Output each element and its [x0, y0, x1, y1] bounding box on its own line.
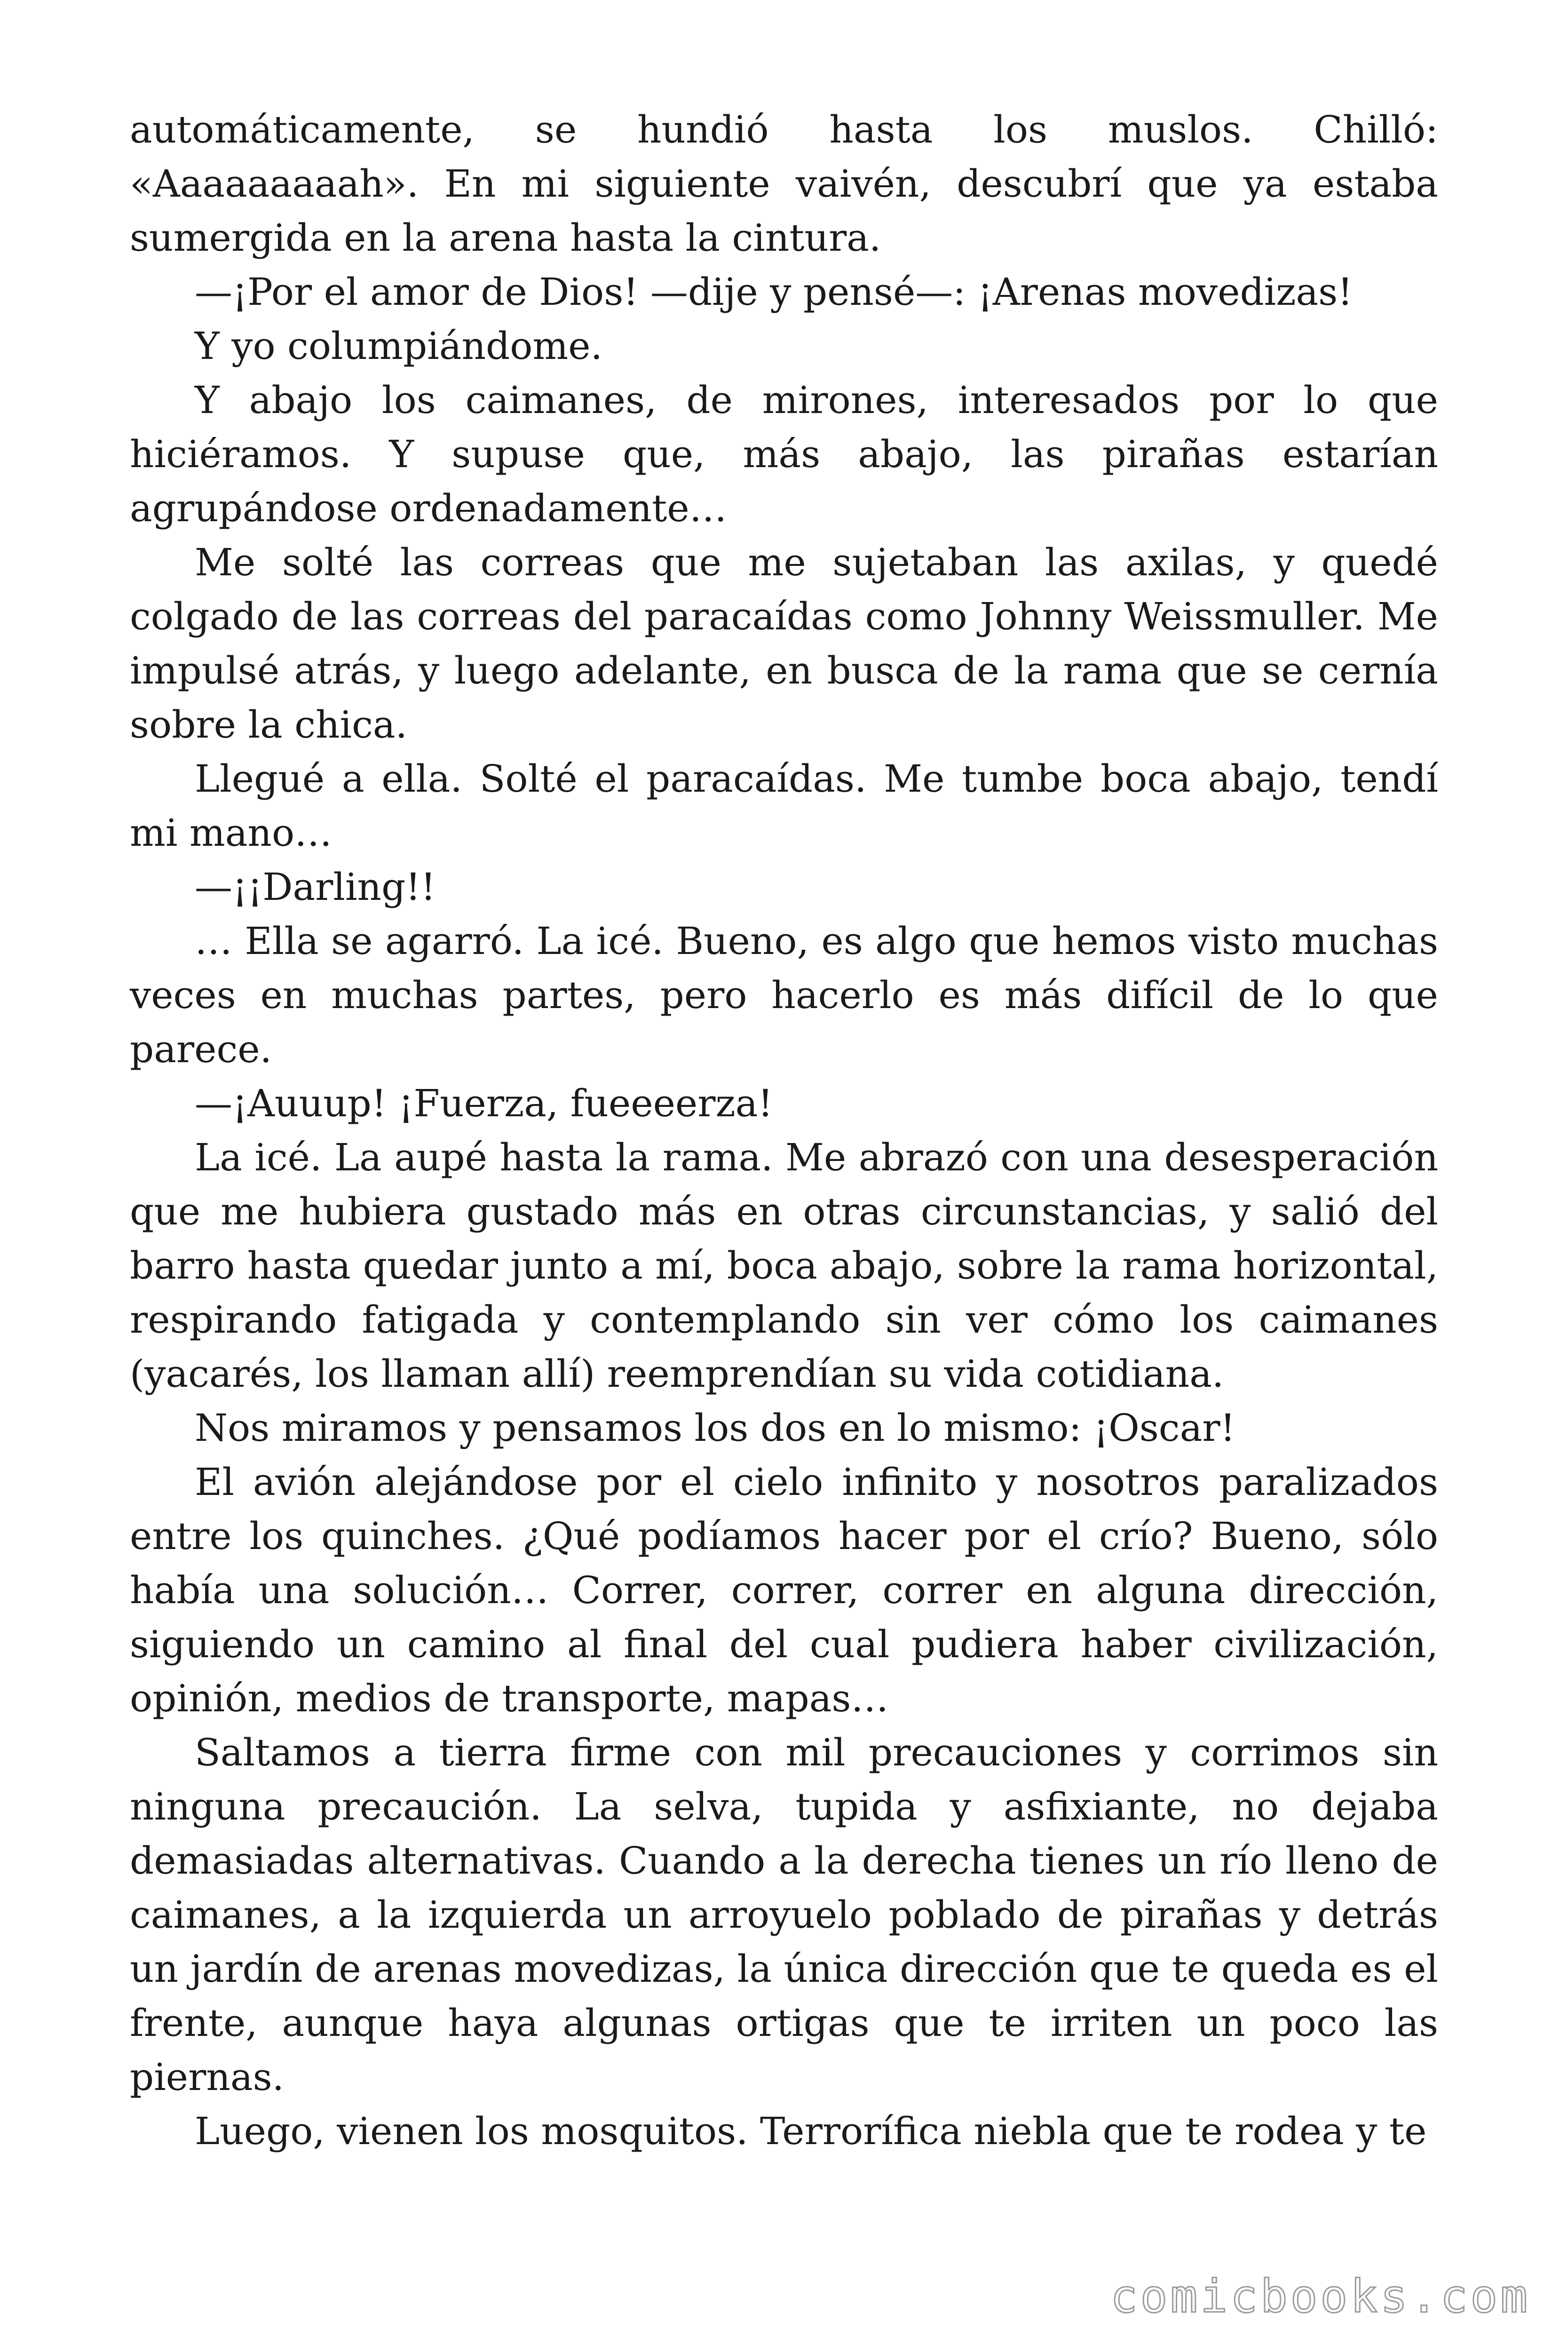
paragraph: Nos miramos y pensamos los dos en lo mismo: ¡Oscar!	[195, 1406, 1235, 1450]
dialogue-paragraph: —¡Auuup! ¡Fuerza, fueeeerza!	[195, 1081, 773, 1125]
watermark-text: comicbooks.com	[1110, 2270, 1530, 2323]
paragraph-continuation: automáticamente, se hundió hasta los muslos. Chilló: «Aaaaaaaaah». En mi siguiente vaivén, descubrí que ya estaba sumergida en la arena hasta la cintura.	[130, 108, 1438, 260]
paragraph: Saltamos a tierra firme con mil precauciones y corrimos sin ninguna precaución. La selva, tupida y asfixiante, no dejaba demasiadas alternativas. Cuando a la derecha tienes un río lleno de caimanes, a la izquierda un arroyuelo poblado de pirañas y detrás un jardín de arenas movedizas, la única dirección que te queda es el frente, aunque haya algunas ortigas que te irriten un poco las piernas.	[130, 1731, 1438, 2099]
paragraph: … Ella se agarró. La icé. Bueno, es algo que hemos visto muchas veces en muchas partes, pero hacerlo es más difícil de lo que parece.	[130, 919, 1438, 1071]
paragraph: Y yo columpiándome.	[195, 324, 602, 368]
dialogue-paragraph: —¡Por el amor de Dios! —dije y pensé—: ¡Arenas movedizas!	[195, 270, 1353, 314]
dialogue-paragraph: —¡¡Darling!!	[195, 865, 436, 909]
paragraph: La icé. La aupé hasta la rama. Me abrazó con una desesperación que me hubiera gustado más en otras circunstancias, y salió del barro hasta quedar junto a mí, boca abajo, sobre la rama horizontal, respirando fatigada y contemplando sin ver cómo los caimanes (yacarés, los llaman allí) reemprendían su vida cotidiana.	[130, 1136, 1438, 1396]
paragraph-last: Luego, vienen los mosquitos. Terrorífica niebla que te rodea y te	[195, 2109, 1427, 2153]
paragraph: Me solté las correas que me sujetaban las axilas, y quedé colgado de las correas del paracaídas como Johnny Weissmuller. Me impulsé atrás, y luego adelante, en busca de la rama que se cernía sobre la chica.	[130, 540, 1438, 747]
paragraph: Y abajo los caimanes, de mirones, interesados por lo que hiciéramos. Y supuse que, más abajo, las pirañas estarían agrupándose ordenadamente…	[130, 378, 1438, 530]
paragraph: Llegué a ella. Solté el paracaídas. Me tumbe boca abajo, tendí mi mano…	[130, 757, 1438, 855]
body-text	[130, 103, 1438, 2158]
paragraph: El avión alejándose por el cielo infinito y nosotros paralizados entre los quinches. ¿Qué podíamos hacer por el crío? Bueno, sólo había una solución… Correr, correr, correr en alguna dirección, siguiendo un camino al final del cual pudiera haber civilización, opinión, medios de transporte, mapas…	[130, 1460, 1438, 1720]
